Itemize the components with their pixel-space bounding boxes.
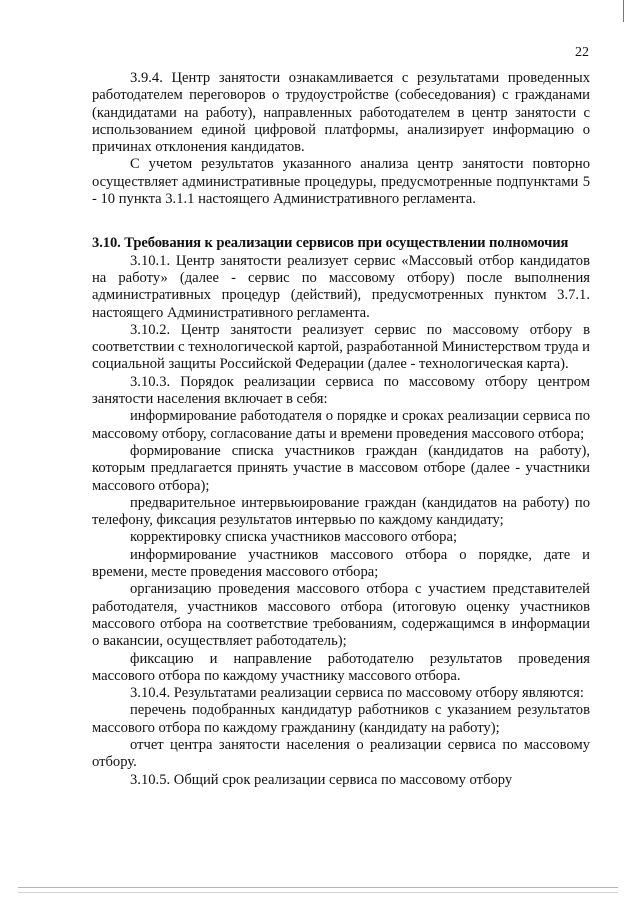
list-item-preliminary-interview: предварительное интервьюирование граждан (кандидатов на работу) по телефону, фиксация результатов интервью по каждому кандидату; [92,494,590,529]
section-3-10-heading: 3.10. Требования к реализации сервисов при осуществлении полномочия [92,235,569,252]
list-item-informing-employer: информирование работодателя о порядке и сроках реализации сервиса по массовому отбору, согласование даты и времени проведения массового отбора; [92,408,590,442]
paragraph-3-10-2: 3.10.2. Центр занятости реализует сервис по массовому отбору в соответствии с технологической картой, разработанной Министерством труда и социальной защиты Российской Федерации (далее - технологическая карта). [92,321,590,373]
list-item-center-report: отчет центра занятости населения о реализации сервиса по массовому отбору. [92,736,590,771]
list-item-list-correction: корректировку списка участников массового отбора; [130,529,458,546]
document-body [92,70,590,789]
list-item-organizing-selection: организацию проведения массового отбора с участием представителей работодателя, участников массового отбора (итоговую оценку участников массового отбора на соответствие требованиям, содержащимся в информации о вакансии, осуществляет работодатель); [92,581,590,650]
list-item-informing-participants: информирование участников массового отбора о порядке, дате и времени, месте проведения массового отбора; [92,546,590,581]
paragraph-3-10-5: 3.10.5. Общий срок реализации сервиса по массовому отбору [130,771,513,788]
paragraph-3-10-3: 3.10.3. Порядок реализации сервиса по массовому отбору центром занятости населения включает в себя: [92,373,590,408]
scan-bottom-line [18,887,618,888]
page-number: 22 [575,45,589,60]
paragraph-3-10-4: 3.10.4. Результатами реализации сервиса по массовому отбору являются: [130,685,584,702]
list-item-candidate-list: перечень подобранных кандидатур работников с указанием результатов массового отбора по каждому гражданину (кандидату на работу); [92,702,590,736]
scan-bottom-line-secondary [18,892,618,893]
paragraph-3-10-1: 3.10.1. Центр занятости реализует сервис «Массовый отбор кандидатов на работу» (далее - сервис по массовому отбору) после выполнения административных процедур (действий), предусмотренных пунктом 3.7.1. настоящего Административного регламента. [92,252,590,321]
paragraph-3-9-4: 3.9.4. Центр занятости ознакамливается с результатами проведенных работодателем переговоров о трудоустройстве (собеседования) с гражданами (кандидатами на работу), направленных работодателем в центр занятости с использованием единой цифровой платформы, анализирует информацию о причинах отклонения кандидатов. [92,70,590,156]
paragraph-3-9-4-continuation: С учетом результатов указанного анализа центр занятости повторно осуществляет административные процедуры, предусмотренные подпунктами 5 - 10 пункта 3.1.1 настоящего Административного регламента. [92,156,590,208]
list-item-forming-participants: формирование списка участников граждан (кандидатов на работу), которым предлагается принять участие в массовом отборе (далее - участники массового отбора); [92,442,590,494]
scan-edge-line [623,0,624,22]
list-item-results-fixation: фиксацию и направление работодателю результатов проведения массового отбора по каждому участнику массового отбора. [92,650,590,684]
section-spacer [92,208,590,235]
